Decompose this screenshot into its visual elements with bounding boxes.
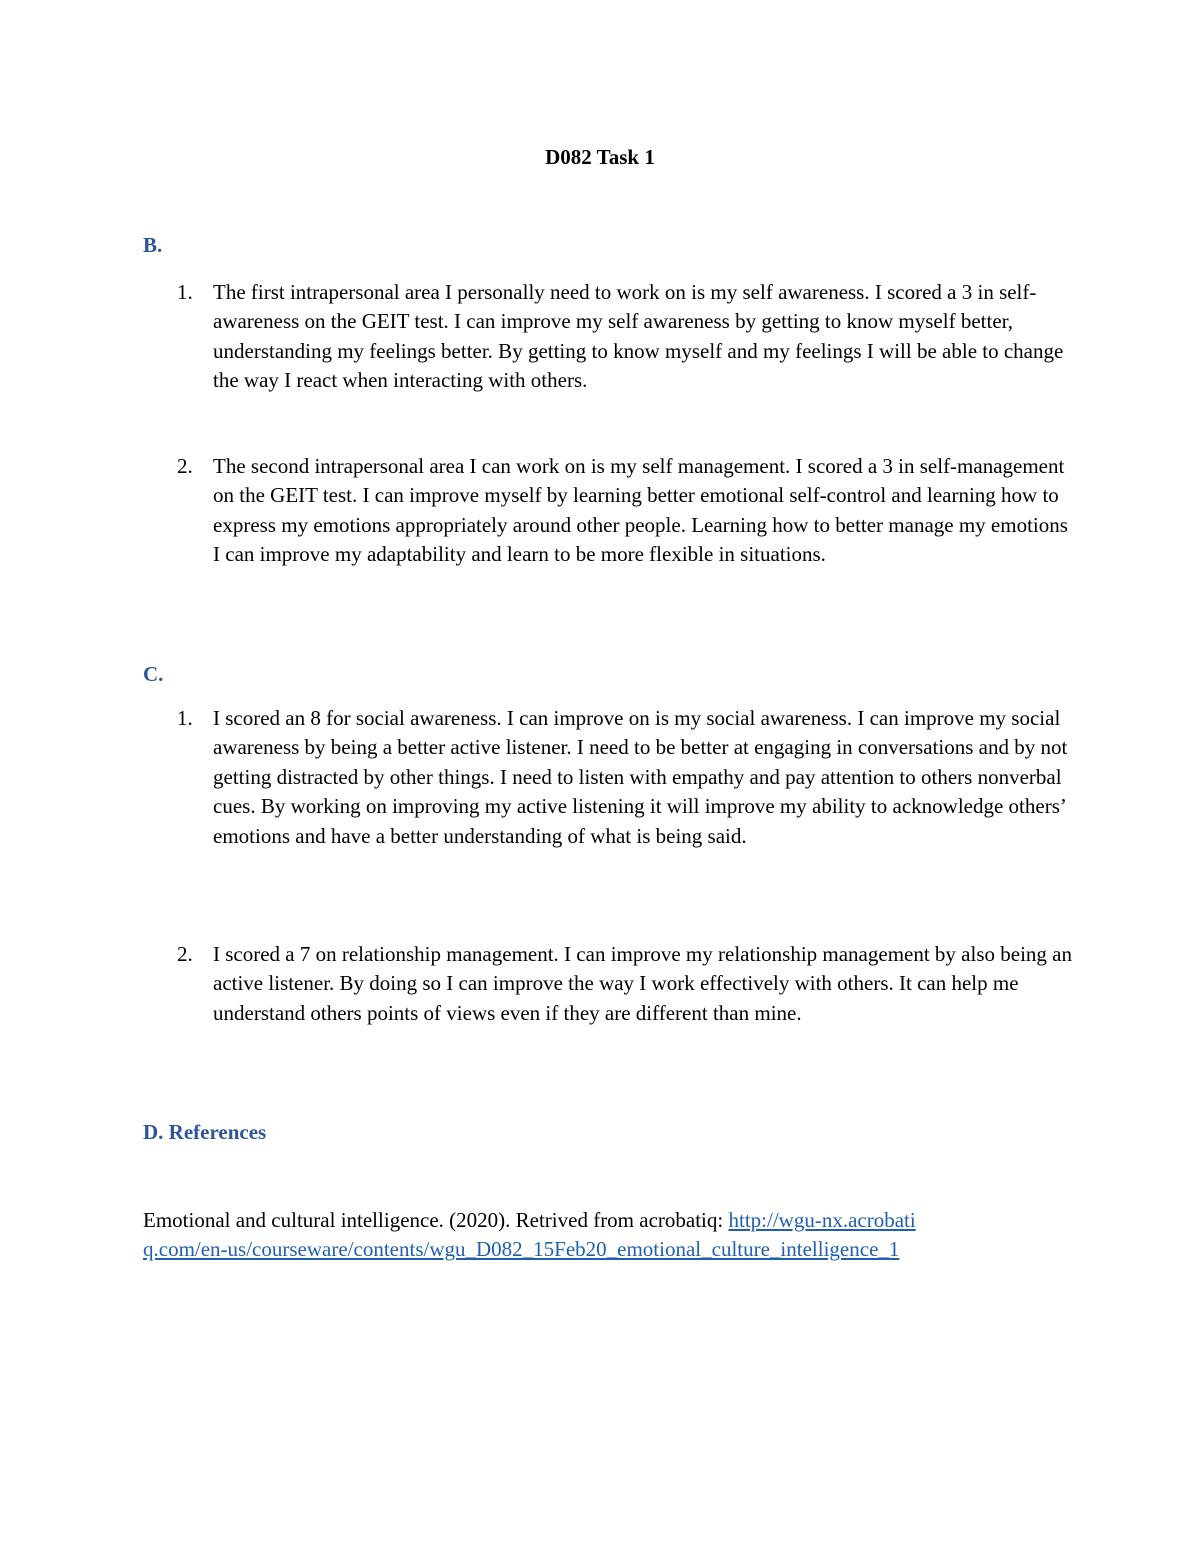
- reference-text: Emotional and cultural intelligence. (2020). Retrived from acrobatiq:: [143, 1208, 729, 1232]
- list-number: 2.: [177, 942, 193, 966]
- list-number: 1.: [177, 706, 193, 730]
- list-item-text: I scored an 8 for social awareness. I can improve on is my social awareness. I can improve my social awareness by being a better active listener. I need to be better at engaging in conversations and by not getting distracted by other things. I need to listen with empathy and pay attention to others nonverbal cues. By working on improving my active listening it will improve my ability to acknowledge others’ emotions and have a better understanding of what is being said.: [213, 706, 1068, 848]
- document-title: D082 Task 1: [545, 145, 655, 169]
- section-c-heading: C.: [143, 662, 164, 686]
- section-b-item-2: [143, 452, 1073, 570]
- list-item-text: The first intrapersonal area I personally need to work on is my self awareness. I scored a 3 in self-awareness on the GEIT test. I can improve my self awareness by getting to know myself better, understanding my feelings better. By getting to know myself and my feelings I will be able to change the way I react when interacting with others.: [213, 280, 1064, 393]
- list-item-text: I scored a 7 on relationship management. I can improve my relationship management by also being an active listener. By doing so I can improve the way I work effectively with others. It can help me understand others points of views even if they are different than mine.: [213, 942, 1072, 1025]
- list-number: 2.: [177, 454, 193, 478]
- reference-link[interactable]: http://wgu-nx.acrobatiq.com/en-us/courseware/contents/wgu_D082_15Feb20_emotional_culture_intelligence_1: [143, 1208, 916, 1262]
- section-b-heading: B.: [143, 233, 163, 257]
- section-d-heading: D. References: [143, 1120, 267, 1144]
- section-c-item-1: [143, 704, 1073, 851]
- reference-entry: [143, 1206, 923, 1265]
- section-b-item-1: [143, 278, 1073, 396]
- list-item-text: The second intrapersonal area I can work on is my self management. I scored a 3 in self-management on the GEIT test. I can improve myself by learning better emotional self-control and learning how to express my emotions appropriately around other people. Learning how to better manage my emotions I can improve my adaptability and learn to be more flexible in situations.: [213, 454, 1068, 567]
- list-number: 1.: [177, 280, 193, 304]
- section-c-item-2: [143, 940, 1073, 1028]
